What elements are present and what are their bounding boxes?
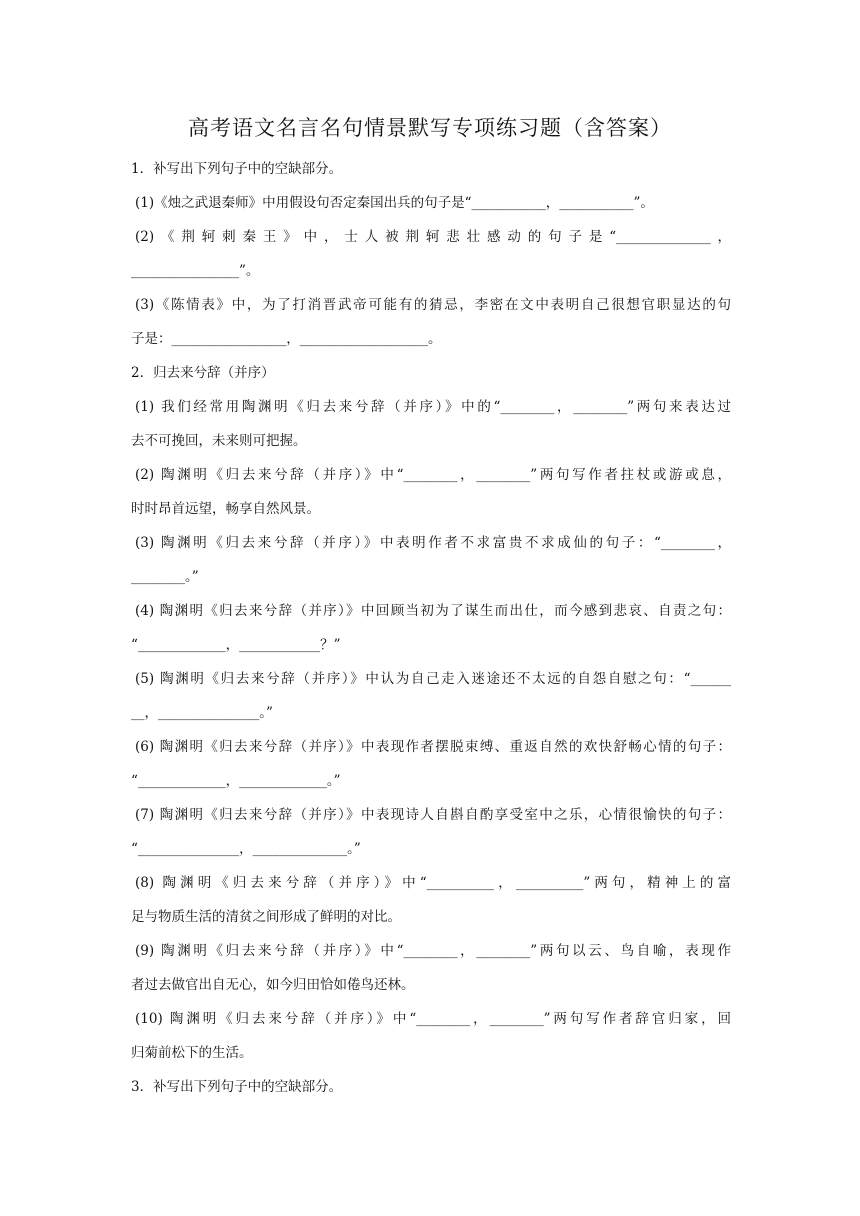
q2-item-5-cont: __，_______________。” (131, 705, 273, 721)
q2-item-1: (1) 我们经常用陶渊明《归去来兮辞（并序）》中的“________，________”两句来表达过 (135, 399, 731, 415)
q2-item-6: (6) 陶渊明《归去来兮辞（并序）》中表现作者摆脱束缚、重返自然的欢快舒畅心情的句子： (135, 739, 731, 755)
q2-item-8: (8) 陶渊明《归去来兮辞（并序）》中“__________，__________”两句，精神上的富 (135, 875, 731, 891)
q2-item-2-cont: 时时昂首远望，畅享自然风景。 (131, 501, 320, 517)
q2-item-8-cont: 足与物质生活的清贫之间形成了鲜明的对比。 (131, 909, 401, 925)
q2-item-4-cont: “_____________，____________？” (131, 637, 341, 653)
q2-item-7: (7) 陶渊明《归去来兮辞（并序）》中表现诗人自斟自酌享受室中之乐，心情很愉快的句子： (135, 807, 731, 823)
q2-item-7-cont: “_______________，______________。” (131, 841, 361, 857)
q1-item-3-cont: 子是：_________________，___________________。 (131, 331, 442, 347)
q2-item-5: (5) 陶渊明《归去来兮辞（并序）》中认为自己走入迷途还不太远的自怨自慰之句：“______ (135, 671, 731, 687)
q2-item-9-cont: 者过去做官出自无心，如今归田恰如倦鸟还林。 (131, 977, 415, 993)
document-body (131, 152, 731, 1104)
q1-item-1: (1)《烛之武退秦师》中用假设句否定秦国出兵的句子是“___________，___________”。 (135, 195, 654, 211)
q2-item-9: (9) 陶渊明《归去来兮辞（并序）》中“________，________”两句以云、鸟自喻，表现作 (135, 943, 731, 959)
q1-item-2-cont: ________________”。 (131, 263, 260, 279)
q2-item-4: (4) 陶渊明《归去来兮辞（并序）》中回顾当初为了谋生而出仕，而今感到悲哀、自责之句： (135, 603, 731, 619)
q2-item-10: (10) 陶渊明《归去来兮辞（并序）》中“________，________”两句写作者辞官归家，回 (135, 1011, 731, 1027)
q2-item-3: (3) 陶渊明《归去来兮辞（并序）》中表明作者不求富贵不求成仙的句子：“________， (135, 535, 731, 551)
question-3-heading: 3．补写出下列句子中的空缺部分。 (131, 1079, 343, 1095)
q2-item-1-cont: 去不可挽回，未来则可把握。 (131, 433, 307, 449)
document-title: 高考语文名言名句情景默写专项练习题（含答案） (188, 116, 672, 140)
q2-item-3-cont: ________。” (131, 569, 199, 585)
q1-item-3: (3)《陈情表》中，为了打消晋武帝可能有的猜忌，李密在文中表明自己很想官职显达的句 (135, 297, 731, 313)
question-1-heading: 1．补写出下列句子中的空缺部分。 (131, 161, 343, 177)
q2-item-2: (2) 陶渊明《归去来兮辞（并序）》中“________，________”两句写作者拄杖或游或息， (135, 467, 731, 483)
q2-item-10-cont: 归菊前松下的生活。 (131, 1045, 253, 1061)
question-2-heading: 2．归去来兮辞（并序） (131, 365, 275, 381)
q1-item-2: (2)《荆轲刺秦王》中，士人被荆轲悲壮感动的句子是“______________， (135, 229, 731, 245)
q2-item-6-cont: “_____________，_____________。” (131, 773, 341, 789)
